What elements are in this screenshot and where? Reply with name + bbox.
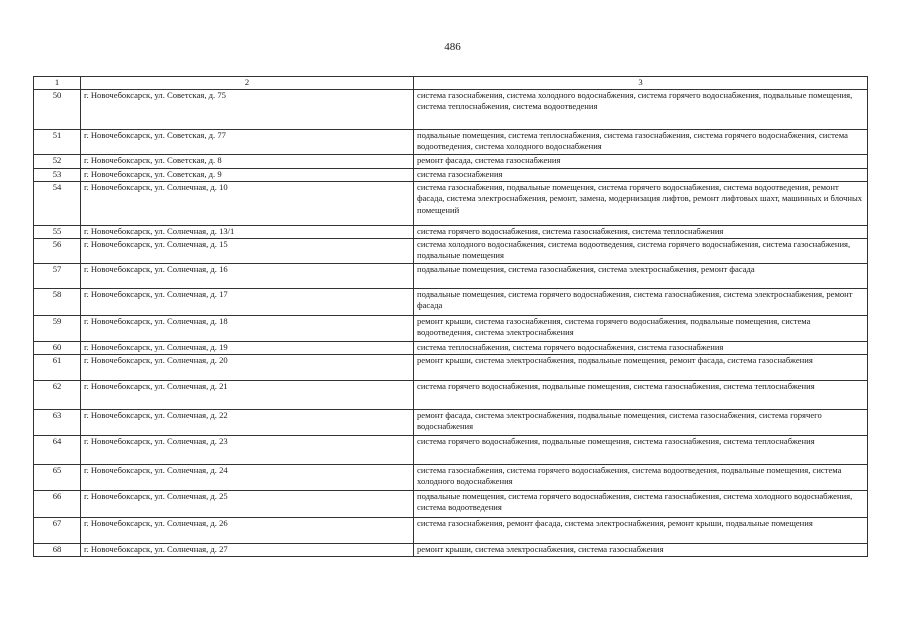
- row-address: г. Новочебоксарск, ул. Солнечная, д. 18: [81, 315, 414, 341]
- row-number: 59: [34, 315, 81, 341]
- row-number: 61: [34, 354, 81, 380]
- data-table: [33, 76, 868, 557]
- row-address: г. Новочебоксарск, ул. Солнечная, д. 23: [81, 435, 414, 464]
- page-number: 486: [444, 41, 461, 53]
- row-address: г. Новочебоксарск, ул. Советская, д. 8: [81, 154, 414, 168]
- table-row: [34, 435, 868, 464]
- table-row: [34, 238, 868, 263]
- row-works: система холодного водоснабжения, система водоотведения, система горячего водоснабжения, система газоснабжения, подвальные помещения: [414, 238, 868, 263]
- row-works: подвальные помещения, система газоснабжения, система электроснабжения, ремонт фасада: [414, 263, 868, 288]
- table-row: [34, 181, 868, 225]
- row-number: 50: [34, 89, 81, 129]
- table-row: [34, 129, 868, 154]
- row-address: г. Новочебоксарск, ул. Солнечная, д. 22: [81, 409, 414, 435]
- table-row: [34, 543, 868, 556]
- row-number: 63: [34, 409, 81, 435]
- row-number: 68: [34, 543, 81, 556]
- column-header-works: 3: [414, 77, 868, 90]
- row-number: 56: [34, 238, 81, 263]
- row-works: система теплоснабжения, система горячего водоснабжения, система газоснабжения: [414, 341, 868, 354]
- row-number: 58: [34, 288, 81, 315]
- row-number: 57: [34, 263, 81, 288]
- row-address: г. Новочебоксарск, ул. Солнечная, д. 10: [81, 181, 414, 225]
- row-works: система горячего водоснабжения, система газоснабжения, система теплоснабжения: [414, 225, 868, 238]
- row-number: 55: [34, 225, 81, 238]
- column-header-address: 2: [81, 77, 414, 90]
- row-address: г. Новочебоксарск, ул. Солнечная, д. 24: [81, 464, 414, 490]
- table-row: [34, 354, 868, 380]
- row-number: 62: [34, 380, 81, 409]
- row-address: г. Новочебоксарск, ул. Солнечная, д. 17: [81, 288, 414, 315]
- row-number: 64: [34, 435, 81, 464]
- table-row: [34, 464, 868, 490]
- row-works: ремонт фасада, система газоснабжения: [414, 154, 868, 168]
- table-row: [34, 315, 868, 341]
- row-address: г. Новочебоксарск, ул. Солнечная, д. 13/1: [81, 225, 414, 238]
- table-row: [34, 263, 868, 288]
- row-number: 67: [34, 517, 81, 543]
- row-works: подвальные помещения, система горячего водоснабжения, система газоснабжения, система электроснабжения, ремонт фасада: [414, 288, 868, 315]
- row-address: г. Новочебоксарск, ул. Солнечная, д. 27: [81, 543, 414, 556]
- row-works: подвальные помещения, система горячего водоснабжения, система газоснабжения, система холодного водоснабжения, система водоотведения: [414, 490, 868, 517]
- table-row: [34, 154, 868, 168]
- table-row: [34, 225, 868, 238]
- table-row: [34, 168, 868, 181]
- row-works: ремонт фасада, система электроснабжения, подвальные помещения, система газоснабжения, система горячего водоснабжения: [414, 409, 868, 435]
- row-works: система горячего водоснабжения, подвальные помещения, система газоснабжения, система теплоснабжения: [414, 435, 868, 464]
- row-address: г. Новочебоксарск, ул. Солнечная, д. 26: [81, 517, 414, 543]
- row-address: г. Новочебоксарск, ул. Советская, д. 77: [81, 129, 414, 154]
- row-works: ремонт крыши, система электроснабжения, подвальные помещения, ремонт фасада, система газоснабжения: [414, 354, 868, 380]
- row-works: система газоснабжения, подвальные помещения, система горячего водоснабжения, система водоотведения, ремонт фасада, система электроснабжения, ремонт, замена, модернизация лифтов, ремонт лифтовых шахт, машинных и блочных помещений: [414, 181, 868, 225]
- row-number: 60: [34, 341, 81, 354]
- column-header-number: 1: [34, 77, 81, 90]
- table-row: [34, 341, 868, 354]
- row-address: г. Новочебоксарск, ул. Солнечная, д. 25: [81, 490, 414, 517]
- row-address: г. Новочебоксарск, ул. Солнечная, д. 16: [81, 263, 414, 288]
- row-address: г. Новочебоксарск, ул. Солнечная, д. 19: [81, 341, 414, 354]
- row-number: 53: [34, 168, 81, 181]
- row-works: подвальные помещения, система теплоснабжения, система газоснабжения, система горячего водоснабжения, система водоотведения, система холодного водоснабжения: [414, 129, 868, 154]
- row-works: система газоснабжения: [414, 168, 868, 181]
- row-works: система горячего водоснабжения, подвальные помещения, система газоснабжения, система теплоснабжения: [414, 380, 868, 409]
- row-address: г. Новочебоксарск, ул. Советская, д. 9: [81, 168, 414, 181]
- row-works: система газоснабжения, система холодного водоснабжения, система горячего водоснабжения, подвальные помещения, система теплоснабжения, система водоотведения: [414, 89, 868, 129]
- row-works: система газоснабжения, ремонт фасада, система электроснабжения, ремонт крыши, подвальные помещения: [414, 517, 868, 543]
- row-number: 54: [34, 181, 81, 225]
- table-header-row: [34, 77, 868, 90]
- row-works: система газоснабжения, система горячего водоснабжения, система водоотведения, подвальные помещения, система холодного водоснабжения: [414, 464, 868, 490]
- row-address: г. Новочебоксарск, ул. Солнечная, д. 20: [81, 354, 414, 380]
- table-body: [34, 77, 868, 557]
- table-row: [34, 288, 868, 315]
- row-works: ремонт крыши, система электроснабжения, система газоснабжения: [414, 543, 868, 556]
- row-address: г. Новочебоксарск, ул. Солнечная, д. 21: [81, 380, 414, 409]
- row-number: 66: [34, 490, 81, 517]
- row-number: 52: [34, 154, 81, 168]
- row-number: 51: [34, 129, 81, 154]
- table-row: [34, 380, 868, 409]
- table-row: [34, 517, 868, 543]
- table-row: [34, 89, 868, 129]
- row-works: ремонт крыши, система газоснабжения, система горячего водоснабжения, подвальные помещения, система водоотведения, система электроснабжения: [414, 315, 868, 341]
- row-number: 65: [34, 464, 81, 490]
- table-row: [34, 490, 868, 517]
- row-address: г. Новочебоксарск, ул. Советская, д. 75: [81, 89, 414, 129]
- row-address: г. Новочебоксарск, ул. Солнечная, д. 15: [81, 238, 414, 263]
- table-row: [34, 409, 868, 435]
